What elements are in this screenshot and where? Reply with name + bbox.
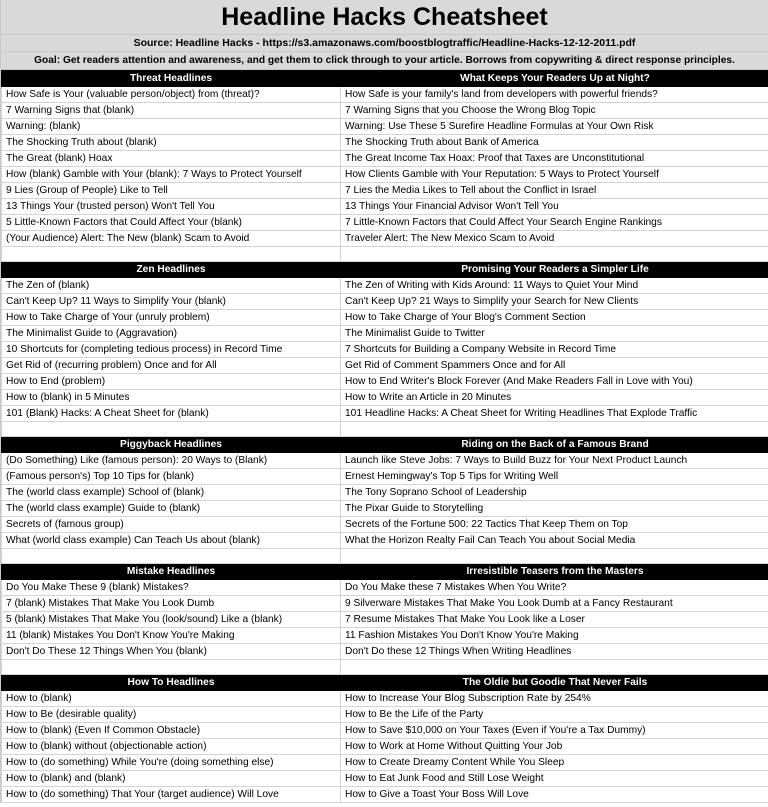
table-row	[2, 199, 768, 215]
example-cell[interactable]: How to Be the Life of the Party	[341, 707, 768, 723]
section-template-header[interactable]: Zen Headlines	[2, 262, 341, 278]
example-cell[interactable]: The Zen of Writing with Kids Around: 11 Ways to Quiet Your Mind	[341, 278, 768, 294]
example-cell[interactable]: The Great Income Tax Hoax: Proof that Taxes are Unconstitutional	[341, 151, 768, 167]
example-cell[interactable]: How to Save $10,000 on Your Taxes (Even if You're a Tax Dummy)	[341, 723, 768, 739]
table-row	[2, 771, 768, 787]
sheet-title[interactable]: Headline Hacks Cheatsheet	[1, 0, 768, 35]
section-template-header[interactable]: Mistake Headlines	[2, 564, 341, 580]
template-cell[interactable]: 5 Little-Known Factors that Could Affect Your (blank)	[2, 215, 341, 231]
example-cell[interactable]: Do You Make these 7 Mistakes When You Write?	[341, 580, 768, 596]
empty-cell[interactable]	[2, 422, 341, 437]
template-cell[interactable]: How (blank) Gamble with Your (blank): 7 Ways to Protect Yourself	[2, 167, 341, 183]
table-row	[2, 231, 768, 247]
example-cell[interactable]: 7 Little-Known Factors that Could Affect Your Search Engine Rankings	[341, 215, 768, 231]
spacer-row	[2, 549, 768, 564]
table-row	[2, 342, 768, 358]
template-cell[interactable]: How to Be (desirable quality)	[2, 707, 341, 723]
example-cell[interactable]: Get Rid of Comment Spammers Once and for All	[341, 358, 768, 374]
template-cell[interactable]: How to (blank) (Even If Common Obstacle)	[2, 723, 341, 739]
example-cell[interactable]: The Minimalist Guide to Twitter	[341, 326, 768, 342]
table-row	[2, 501, 768, 517]
template-cell[interactable]: The Shocking Truth about (blank)	[2, 135, 341, 151]
table-row	[2, 151, 768, 167]
template-cell[interactable]: Can't Keep Up? 11 Ways to Simplify Your (blank)	[2, 294, 341, 310]
source-line[interactable]: Source: Headline Hacks - https://s3.amazonaws.com/boostblogtraffic/Headline-Hacks-12-12-2011.pdf	[1, 35, 768, 52]
table-row	[2, 755, 768, 771]
example-cell[interactable]: What the Horizon Realty Fail Can Teach You about Social Media	[341, 533, 768, 549]
example-cell[interactable]: Can't Keep Up? 21 Ways to Simplify your Search for New Clients	[341, 294, 768, 310]
example-cell[interactable]: How to Work at Home Without Quitting Your Job	[341, 739, 768, 755]
template-cell[interactable]: (Do Something) Like (famous person): 20 Ways to (Blank)	[2, 453, 341, 469]
template-cell[interactable]: How to (do something) While You're (doing something else)	[2, 755, 341, 771]
template-cell[interactable]: What (world class example) Can Teach Us about (blank)	[2, 533, 341, 549]
table-row	[2, 294, 768, 310]
table-row	[2, 691, 768, 707]
empty-cell[interactable]	[341, 549, 768, 564]
table-row	[2, 628, 768, 644]
template-cell[interactable]: How to (blank) without (objectionable action)	[2, 739, 341, 755]
template-cell[interactable]: 101 (Blank) Hacks: A Cheat Sheet for (blank)	[2, 406, 341, 422]
table-row	[2, 739, 768, 755]
section-example-header[interactable]: Promising Your Readers a Simpler Life	[341, 262, 768, 278]
template-cell[interactable]: (Your Audience) Alert: The New (blank) Scam to Avoid	[2, 231, 341, 247]
table-row	[2, 278, 768, 294]
template-cell[interactable]: 11 (blank) Mistakes You Don't Know You're Making	[2, 628, 341, 644]
example-cell[interactable]: 7 Shortcuts for Building a Company Website in Record Time	[341, 342, 768, 358]
template-cell[interactable]: The Zen of (blank)	[2, 278, 341, 294]
table-row	[2, 517, 768, 533]
example-cell[interactable]: How to End Writer's Block Forever (And Make Readers Fall in Love with You)	[341, 374, 768, 390]
example-cell[interactable]: 7 Resume Mistakes That Make You Look like a Loser	[341, 612, 768, 628]
empty-cell[interactable]	[341, 422, 768, 437]
example-cell[interactable]: The Pixar Guide to Storytelling	[341, 501, 768, 517]
empty-cell[interactable]	[2, 247, 341, 262]
template-cell[interactable]: The Great (blank) Hoax	[2, 151, 341, 167]
section-header-row	[2, 675, 768, 691]
template-cell[interactable]: Don't Do These 12 Things When You (blank)	[2, 644, 341, 660]
example-cell[interactable]: 11 Fashion Mistakes You Don't Know You're Making	[341, 628, 768, 644]
table-row	[2, 167, 768, 183]
template-cell[interactable]: How to (blank)	[2, 691, 341, 707]
example-cell[interactable]: The Tony Soprano School of Leadership	[341, 485, 768, 501]
section-header-row	[2, 437, 768, 453]
section-example-header[interactable]: The Oldie but Goodie That Never Fails	[341, 675, 768, 691]
template-cell[interactable]: 5 (blank) Mistakes That Make You (look/sound) Like a (blank)	[2, 612, 341, 628]
example-cell[interactable]: How to Give a Toast Your Boss Will Love	[341, 787, 768, 803]
example-cell[interactable]: How to Take Charge of Your Blog's Comment Section	[341, 310, 768, 326]
example-cell[interactable]: How to Eat Junk Food and Still Lose Weight	[341, 771, 768, 787]
table-row	[2, 87, 768, 103]
table-row	[2, 787, 768, 803]
example-cell[interactable]: Ernest Hemingway's Top 5 Tips for Writing Well	[341, 469, 768, 485]
table-row	[2, 215, 768, 231]
empty-cell[interactable]	[341, 660, 768, 675]
table-row	[2, 596, 768, 612]
spacer-row	[2, 422, 768, 437]
table-row	[2, 326, 768, 342]
template-cell[interactable]: How to Take Charge of Your (unruly problem)	[2, 310, 341, 326]
example-cell[interactable]: Warning: Use These 5 Surefire Headline Formulas at Your Own Risk	[341, 119, 768, 135]
template-cell[interactable]: Secrets of (famous group)	[2, 517, 341, 533]
example-cell[interactable]: The Shocking Truth about Bank of America	[341, 135, 768, 151]
example-cell[interactable]: 101 Headline Hacks: A Cheat Sheet for Writing Headlines That Explode Traffic	[341, 406, 768, 422]
template-cell[interactable]: 10 Shortcuts for (completing tedious process) in Record Time	[2, 342, 341, 358]
table-row	[2, 406, 768, 422]
section-example-header[interactable]: Irresistible Teasers from the Masters	[341, 564, 768, 580]
section-example-header[interactable]: What Keeps Your Readers Up at Night?	[341, 71, 768, 87]
section-example-header[interactable]: Riding on the Back of a Famous Brand	[341, 437, 768, 453]
example-cell[interactable]: 7 Warning Signs that you Choose the Wrong Blog Topic	[341, 103, 768, 119]
example-cell[interactable]: 13 Things Your Financial Advisor Won't Tell You	[341, 199, 768, 215]
template-cell[interactable]: 7 Warning Signs that (blank)	[2, 103, 341, 119]
spacer-row	[2, 247, 768, 262]
table-row	[2, 469, 768, 485]
template-cell[interactable]: 7 (blank) Mistakes That Make You Look Dumb	[2, 596, 341, 612]
template-cell[interactable]: 9 Lies (Group of People) Like to Tell	[2, 183, 341, 199]
example-cell[interactable]: How Safe is your family's land from developers with powerful friends?	[341, 87, 768, 103]
table-row	[2, 707, 768, 723]
example-cell[interactable]: Traveler Alert: The New Mexico Scam to Avoid	[341, 231, 768, 247]
template-cell[interactable]: How Safe is Your (valuable person/object) from (threat)?	[2, 87, 341, 103]
example-cell[interactable]: Don't Do these 12 Things When Writing Headlines	[341, 644, 768, 660]
example-cell[interactable]: How to Write an Article in 20 Minutes	[341, 390, 768, 406]
example-cell[interactable]: Launch like Steve Jobs: 7 Ways to Build Buzz for Your Next Product Launch	[341, 453, 768, 469]
example-cell[interactable]: Secrets of the Fortune 500: 22 Tactics That Keep Them on Top	[341, 517, 768, 533]
section-template-header[interactable]: Threat Headlines	[2, 71, 341, 87]
section-header-row	[2, 564, 768, 580]
example-cell[interactable]: 9 Silverware Mistakes That Make You Look Dumb at a Fancy Restaurant	[341, 596, 768, 612]
table-row	[2, 390, 768, 406]
empty-cell[interactable]	[341, 247, 768, 262]
template-cell[interactable]: Warning: (blank)	[2, 119, 341, 135]
example-cell[interactable]: How to Create Dreamy Content While You Sleep	[341, 755, 768, 771]
table-row	[2, 119, 768, 135]
template-cell[interactable]: The (world class example) School of (blank)	[2, 485, 341, 501]
table-row	[2, 374, 768, 390]
template-cell[interactable]: 13 Things Your (trusted person) Won't Tell You	[2, 199, 341, 215]
table-row	[2, 103, 768, 119]
table-row	[2, 183, 768, 199]
template-cell[interactable]: How to (blank) and (blank)	[2, 771, 341, 787]
example-cell[interactable]: 7 Lies the Media Likes to Tell about the Conflict in Israel	[341, 183, 768, 199]
goal-line[interactable]: Goal: Get readers attention and awareness, and get them to click through to your article. Borrows from copywriting & direct response principles.	[1, 52, 768, 70]
table-row	[2, 580, 768, 596]
table-row	[2, 310, 768, 326]
table-row	[2, 612, 768, 628]
table-row	[2, 358, 768, 374]
section-template-header[interactable]: How To Headlines	[2, 675, 341, 691]
section-header-row	[2, 262, 768, 278]
example-cell[interactable]: How Clients Gamble with Your Reputation: 5 Ways to Protect Yourself	[341, 167, 768, 183]
table-row	[2, 135, 768, 151]
table-row	[2, 723, 768, 739]
spacer-row	[2, 660, 768, 675]
template-cell[interactable]: Do You Make These 9 (blank) Mistakes?	[2, 580, 341, 596]
template-cell[interactable]: How to End (problem)	[2, 374, 341, 390]
empty-cell[interactable]	[2, 549, 341, 564]
template-cell[interactable]: Get Rid of (recurring problem) Once and for All	[2, 358, 341, 374]
template-cell[interactable]: (Famous person's) Top 10 Tips for (blank)	[2, 469, 341, 485]
table-row	[2, 533, 768, 549]
template-cell[interactable]: How to (blank) in 5 Minutes	[2, 390, 341, 406]
table-row	[2, 644, 768, 660]
section-header-row	[2, 71, 768, 87]
table-row	[2, 485, 768, 501]
empty-cell[interactable]	[2, 660, 341, 675]
section-template-header[interactable]: Piggyback Headlines	[2, 437, 341, 453]
template-cell[interactable]: The (world class example) Guide to (blank)	[2, 501, 341, 517]
headline-table	[1, 70, 768, 803]
template-cell[interactable]: How to (do something) That Your (target audience) Will Love	[2, 787, 341, 803]
table-row	[2, 453, 768, 469]
example-cell[interactable]: How to Increase Your Blog Subscription Rate by 254%	[341, 691, 768, 707]
template-cell[interactable]: The Minimalist Guide to (Aggravation)	[2, 326, 341, 342]
